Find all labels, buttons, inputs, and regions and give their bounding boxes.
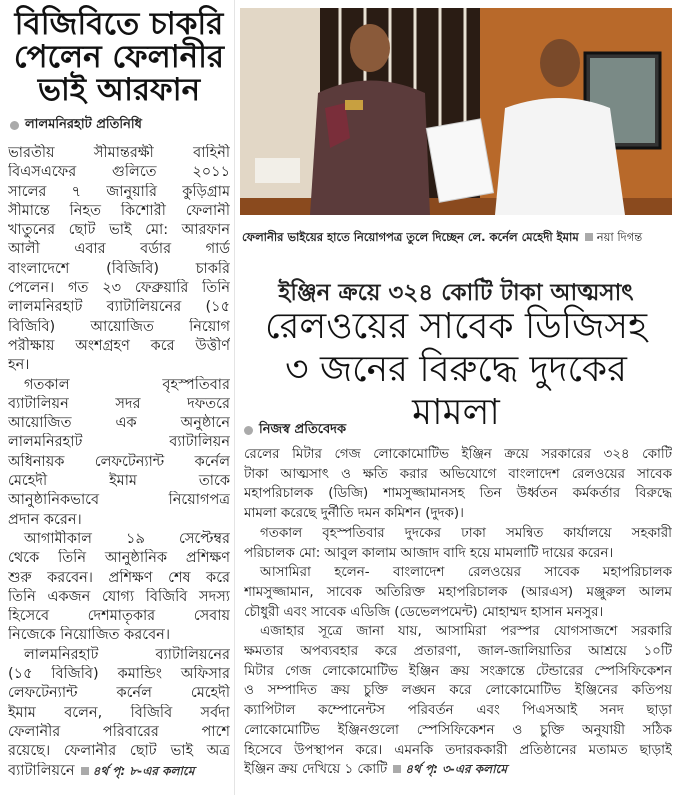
bullet-icon [244,426,253,435]
text-line [8,549,230,568]
text-line [244,445,672,465]
text-line [244,701,672,721]
line-text: মামলা করেছে দুর্নীতি দমন কমিশন (দুদক)। [244,506,464,522]
line-text: গতকাল বৃহস্পতিবার [24,376,230,393]
line-text: সীমান্তে নিহত কিশোরী ফেলানী [8,202,230,219]
text-line [8,511,230,530]
text-line [244,524,672,544]
line-text: রয়েছে। ফেলানীর ছোট ভাই অত্র [8,743,230,760]
line-text: অধিনায়ক লেফটেন্যান্ট কর্নেল [8,453,230,470]
left-byline [10,115,230,136]
text-line [8,279,230,298]
headline-line: ভাই আরফান [37,72,201,108]
line-text: গতকাল বৃহস্পতিবার দুদকের ঢাকা সমন্বিত কার্যালয়ে সহকারী [260,525,672,541]
text-line [8,260,230,279]
line-text: ব্যাটালিয়ন সদর দফতরে [8,395,230,412]
line-text: মেহেদী ইমাম তাকে [8,473,230,490]
text-line [8,453,230,472]
text-line [8,530,230,549]
byline-text: নিজস্ব প্রতিবেদক [259,422,347,437]
line-text: খাতুনের ছোট ভাই মো: আরফান [8,222,230,239]
line-text: লেফটেন্যান্ট কর্নেল মেহেদী [8,685,230,702]
text-line [244,760,672,780]
right-kicker: ইঞ্জিন ক্রয়ে ৩২৪ কোটি টাকা আত্মসাৎ [278,280,634,306]
text-line [8,221,230,240]
line-text: লালমনিরহাট ব্যাটালিয়নের (১৫ [8,299,230,316]
byline-text: লালমনিরহাট প্রতিনিধি [25,117,142,132]
left-body [8,144,230,781]
line-text: আনুষ্ঠানিকভাবে নিয়োগপত্র [8,492,230,509]
text-line [244,563,672,583]
line-text: টাকা আত্মসাৎ ও ক্ষতি করার অভিযোগে বাংলাদেশ রেলওয়ের সাবেক [244,466,672,482]
column-divider [234,0,235,795]
text-line [244,583,672,603]
line-text: বিএসএফের গুলিতে ২০১১ [8,164,230,181]
line-text: প্রদান করেন। [8,511,82,528]
caption-text: ফেলানীর ভাইয়ের হাতে নিয়োগপত্র তুলে দিচ্ছেন লে. কর্নেল মেহেদী ইমাম [242,230,579,244]
bullet-icon [10,121,19,130]
text-line [244,504,672,524]
line-text: পেলেন। গত ২৩ ফেব্রুয়ারি তিনি [8,280,230,297]
left-headline [8,8,230,107]
line-text: শামসুজ্জামান, সাবেক অতিরিক্ত মহাপরিচালক (আরএস) মঞ্জুরুল আলম [244,584,672,600]
text-line [244,465,672,485]
text-line [8,144,230,163]
line-text: ভারতীয় সীমান্তরক্ষী বাহিনী [8,145,230,161]
line-text: হিসেবে দেশমাতৃকার সেবায় [8,608,230,625]
right-headline [240,305,672,434]
square-marker-icon [393,765,401,773]
news-photo [240,8,672,215]
line-text: শুরু করবেন। প্রশিক্ষণ শেষ করে [8,569,230,586]
line-text: ফেলানীর পরিবারের পাশে [8,723,230,740]
headline-line: রেলওয়ের সাবেক ডিজিসহ [265,306,647,347]
text-line [8,569,230,588]
line-text: বাংলাদেশে (বিজিবি) চাকরি [8,260,230,277]
text-line [8,588,230,607]
continuation-link[interactable]: ৪র্থ পৃ: ৮-এর কলামে [92,763,195,778]
right-body [244,445,672,780]
text-line [8,742,230,761]
text-line [244,681,672,701]
line-text: থেকে তিনি আনুষ্ঠানিক প্রশিক্ষণ [8,550,230,567]
line-text: মিটার গেজ লোকোমোটিভ ইঞ্জিন ক্রয় সংক্রান্তে টেন্ডারের স্পেসিফিকেশন [244,663,672,679]
photo-caption [242,229,672,248]
text-line [8,472,230,491]
right-byline [244,420,346,441]
line-text: পরিচালক মো: আবুল কালাম আজাদ বাদি হয়ে মামলাটি দায়ের করেন। [244,545,614,561]
line-text: চৌধুরী এবং সাবেক এডিজি (ডেভেলপমেন্ট) মোহাম্মদ হাসান মনসুর। [244,604,604,620]
text-line [8,607,230,626]
text-line [8,183,230,202]
continuation-link[interactable]: ৪র্থ পৃ: ৩-এর কলামে [405,762,508,777]
text-line [8,491,230,510]
text-line [8,723,230,742]
text-line [244,662,672,682]
text-line [8,684,230,703]
line-text: আয়োজিত এক অনুষ্ঠানে [8,415,230,432]
line-text: আগামীকাল ১৯ সেপ্টেম্বর [24,530,230,547]
line-text: লোকোমোটিভ ইঞ্জিনগুলো স্পেসিফিকেশন ও চুক্তি অনুযায়ী সঠিক [244,722,672,738]
text-line [8,202,230,221]
text-line [8,240,230,259]
line-text: বিজিবি) আয়োজিত নিয়োগ [8,318,230,335]
text-line [8,395,230,414]
headline-line: ৩ জনের বিরুদ্ধে দুদকের মামলা [285,349,627,433]
text-line [244,603,672,623]
text-line [8,337,230,356]
line-text: এজাহার সূত্রে জানা যায়, আসামিরা পরস্পর যোগসাজশে সরকারি [260,624,672,640]
text-line [8,665,230,684]
text-line [244,721,672,741]
line-text: ইমাম বলেন, বিজিবি সর্বদা [8,704,230,721]
line-text: ইঞ্জিন ক্রয় দেখিয়ে ১ কোটি [244,762,388,778]
photo-illustration [240,8,672,215]
square-marker-icon [585,233,593,241]
line-text: ক্ষমতার অপব্যবহার করে প্রতারণা, জাল-জালিয়াতির আশ্রয়ে ১০টি [244,644,672,660]
text-line [244,622,672,642]
text-line [8,163,230,182]
line-text: হিসেবে উপস্থাপন করে। এমনকি তদারককারী প্রতিষ্ঠানের মতামত ছাড়াই [244,742,672,758]
left-article [8,6,230,781]
line-text: তিনি একজন যোগ্য বিজিবি সদস্য [8,588,230,605]
text-line [8,626,230,645]
line-text: সালের ৭ জানুয়ারি কুড়িগ্রাম [8,183,230,200]
text-line [8,433,230,452]
text-line [244,741,672,761]
line-text: রেলের মিটার গেজ লোকোমোটিভ ইঞ্জিন ক্রয়ে সরকারের ৩২৪ কোটি [244,447,672,462]
text-line [244,484,672,504]
line-text: ব্যাটালিয়নে [8,762,75,779]
line-text: মহাপরিচালক (ডিজি) শামসুজ্জামানসহ তিন উর্ধ্বতন কর্মকর্তার বিরুদ্ধে [244,486,672,502]
line-text: আসামিরা হলেন- বাংলাদেশ রেলওয়ের সাবেক মহাপরিচালক [260,565,672,581]
text-line [8,646,230,665]
headline-line: পেলেন ফেলানীর [13,39,225,75]
text-line [8,762,230,781]
text-line [8,704,230,723]
line-text: আলী এবার বর্ডার গার্ড [8,241,230,258]
square-marker-icon [81,767,89,775]
line-text: হন। [8,357,30,374]
photo-credit: নয়া দিগন্ত [596,230,643,244]
headline-line: বিজিবিতে চাকরি [14,6,224,42]
text-line [244,642,672,662]
text-line [8,356,230,375]
line-text: পরীক্ষায় অংশগ্রহণ করে উত্তীর্ণ [8,337,230,354]
line-text: (১৫ বিজিবি) কমান্ডিং অফিসার [8,666,230,683]
line-text: লালমনিরহাট ব্যাটালিয়ন [8,434,230,451]
line-text: ও সম্পাদিত ক্রয় চুক্তি লঙ্ঘন করে লোকোমোটিভ ইঞ্জিনের কতিপয় [244,683,672,699]
text-line [244,544,672,564]
text-line [8,298,230,317]
line-text: নিজেকে নিয়োজিত করবেন। [8,627,171,644]
line-text: ক্যাপিটাল কম্পোনেন্টস পরিবর্তন এবং পিএসআই সনদ ছাড়া [244,703,672,719]
text-line [8,376,230,395]
text-line [8,318,230,337]
text-line [8,414,230,433]
line-text: লালমনিরহাট ব্যাটালিয়নের [24,646,230,663]
